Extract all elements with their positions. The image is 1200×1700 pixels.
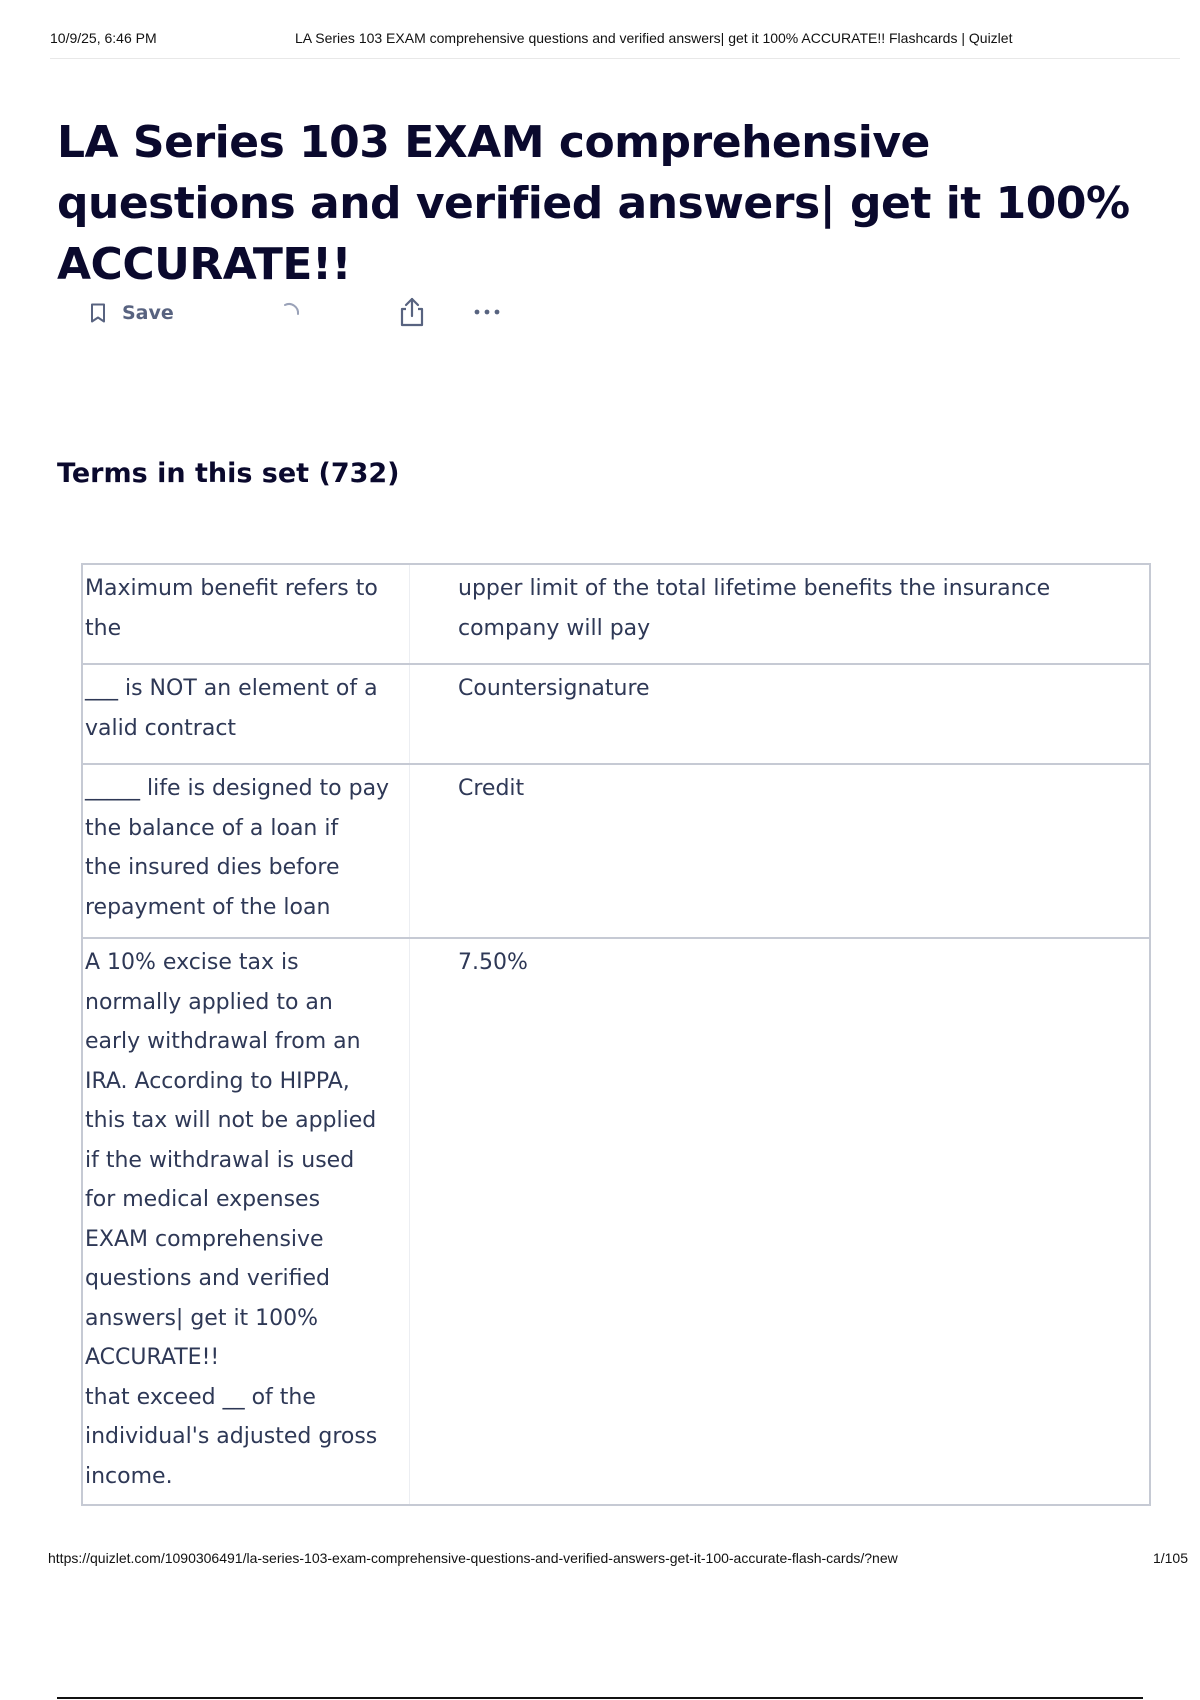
term-cell [82, 764, 410, 938]
term-text-line: repayment of the loan [85, 894, 331, 920]
page-title: LA Series 103 EXAM comprehensive questions and verified answers| get it 100% ACCURATE!! [57, 117, 1130, 290]
term-text-line: valid contract [85, 715, 237, 741]
term-text-line: IRA. According to HIPPA, [85, 1068, 350, 1094]
term-text-line: the balance of a loan if [85, 815, 339, 841]
print-document-title: LA Series 103 EXAM comprehensive questions and verified answers| get it 100% ACCURATE!! Flashcards | Quizlet [295, 30, 1013, 46]
print-date: 10/9/25, 6:46 PM [50, 30, 157, 46]
term-row [82, 664, 1150, 764]
definition-text-line: company will pay [458, 615, 651, 641]
term-text-line: normally applied to an [85, 989, 333, 1015]
term-text-line: the insured dies before [85, 855, 340, 880]
definition-text-line: upper limit of the total lifetime benefits the insurance [458, 576, 1051, 601]
page-number: 1/105 [1152, 1550, 1188, 1566]
bookmark-icon [88, 302, 108, 324]
term-text-line: income. [85, 1463, 173, 1489]
term-text-line: A 10% excise tax is [85, 950, 299, 975]
loading-spinner-icon [277, 300, 303, 326]
term-text-line: that exceed __ of the [85, 1384, 316, 1410]
term-text-line: the [85, 615, 122, 641]
term-cell [82, 664, 410, 764]
term-text-line: ___ is NOT an element of a [85, 676, 378, 701]
definition-text-line: Credit [458, 776, 525, 801]
definition-cell [410, 764, 1151, 938]
terms-table [81, 563, 1151, 1506]
print-header [50, 28, 1180, 59]
save-button[interactable] [88, 302, 174, 324]
term-text-line: individual's adjusted gross [85, 1424, 378, 1449]
term-text-line: answers| get it 100% [85, 1305, 319, 1331]
terms-heading: Terms in this set (732) [57, 458, 400, 489]
definition-text-line: Countersignature [458, 676, 650, 701]
term-text-line: ACCURATE!! [85, 1345, 220, 1370]
term-text-line: for medical expenses [85, 1187, 321, 1212]
print-url: https://quizlet.com/1090306491/la-series-103-exam-comprehensive-questions-and-verified-answers-get-it-100-accurate-flash-cards/?new [48, 1550, 898, 1566]
term-row [82, 764, 1150, 938]
definition-cell [410, 664, 1151, 764]
term-text-line: if the withdrawal is used [85, 1147, 355, 1173]
definition-cell [410, 564, 1151, 664]
term-row [82, 564, 1150, 664]
term-text-line: EXAM comprehensive [85, 1226, 324, 1252]
page-divider [57, 1697, 1143, 1699]
term-row [82, 938, 1150, 1505]
term-text-line: questions and verified [85, 1266, 330, 1291]
more-options-icon[interactable] [470, 302, 504, 322]
term-text-line: Maximum benefit refers to [85, 576, 378, 601]
definition-cell [410, 938, 1151, 1505]
term-text-line: _____ life is designed to pay [85, 776, 390, 801]
term-text-line: this tax will not be applied [85, 1108, 377, 1133]
term-cell [82, 938, 410, 1505]
term-text-line: early withdrawal from an [85, 1029, 361, 1054]
action-bar [80, 296, 520, 332]
share-icon[interactable] [397, 296, 427, 328]
term-cell [82, 564, 410, 664]
save-label: Save [122, 302, 174, 324]
definition-text-line: 7.50% [458, 950, 528, 975]
